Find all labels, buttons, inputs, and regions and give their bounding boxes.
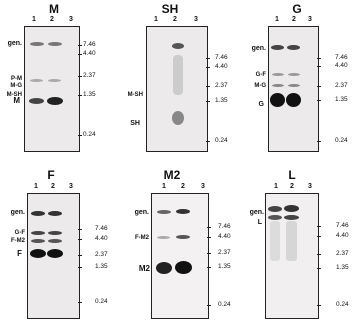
band-label-m2: M2 (138, 264, 150, 273)
band-sh-top-lane2 (172, 43, 184, 49)
marker-1.35: 1.35 (335, 96, 348, 103)
marker-0.24: 0.24 (83, 131, 96, 138)
marker-tick-4.40 (317, 66, 321, 67)
marker-7.46: 7.46 (335, 54, 348, 61)
band-m-lane2 (47, 97, 63, 105)
band-label-f-m2: F-M2 (135, 235, 149, 241)
band-smear-lane1 (270, 221, 280, 261)
band-label-m-sh: M-SH (6, 92, 22, 98)
lane-3-number: 3 (69, 16, 73, 23)
band-gen-lane2 (287, 45, 300, 50)
band-gen-lane1 (271, 45, 284, 50)
lane-2-number: 2 (292, 16, 296, 23)
marker-tick-1.35 (207, 267, 211, 268)
band-label-g: G (258, 101, 264, 108)
band-label-m-g: M-G (10, 83, 22, 89)
marker-7.46: 7.46 (336, 222, 349, 229)
lane-2-number: 2 (50, 16, 54, 23)
band-m2-lane2 (175, 261, 192, 274)
band-mg-lane1 (272, 84, 284, 87)
band-gf-lane1 (272, 73, 284, 76)
band-pm-lane2 (48, 79, 61, 82)
band-label-gen: gen. (7, 40, 22, 47)
marker-7.46: 7.46 (215, 54, 228, 61)
marker-tick-4.40 (206, 67, 210, 68)
marker-0.24: 0.24 (215, 137, 228, 144)
band-label-gen: gen. (251, 45, 266, 52)
marker-tick-4.40 (317, 236, 321, 237)
marker-0.24: 0.24 (218, 301, 231, 308)
band-l-lane1 (268, 215, 282, 220)
marker-tick-2.37 (78, 255, 82, 256)
band-fm2-lane1 (31, 239, 45, 243)
lane-2-number: 2 (51, 183, 55, 190)
marker-2.37: 2.37 (83, 72, 96, 79)
band-label-gen: gen. (10, 209, 25, 216)
blot-G (268, 26, 319, 152)
marker-1.35: 1.35 (218, 263, 231, 270)
panel-title-SH: SH (161, 2, 179, 16)
band-label-sh: SH (130, 120, 140, 127)
marker-tick-0.24 (207, 305, 211, 306)
band-sh-smear-lane2 (173, 55, 183, 95)
band-label-m-g: M-G (254, 83, 266, 89)
marker-tick-0.24 (317, 141, 321, 142)
lane-1-number: 1 (32, 16, 36, 23)
band-l-lane2 (284, 215, 299, 220)
marker-0.24: 0.24 (336, 301, 349, 308)
marker-tick-0.24 (78, 135, 82, 136)
marker-tick-7.46 (207, 227, 211, 228)
band-gen-lane2 (48, 42, 62, 46)
marker-tick-0.24 (78, 302, 82, 303)
band-gen-lane2 (284, 205, 299, 212)
marker-2.37: 2.37 (335, 82, 348, 89)
lane-1-number: 1 (275, 16, 279, 23)
marker-tick-7.46 (317, 226, 321, 227)
lane-3-number: 3 (69, 183, 73, 190)
marker-tick-1.35 (78, 95, 82, 96)
lane-3-number: 3 (194, 16, 198, 23)
marker-7.46: 7.46 (83, 41, 96, 48)
marker-tick-7.46 (206, 58, 210, 59)
marker-7.46: 7.46 (95, 225, 108, 232)
marker-tick-0.24 (206, 141, 210, 142)
band-gen-lane1 (157, 210, 171, 214)
marker-tick-2.37 (317, 254, 321, 255)
lane-2-number: 2 (290, 183, 294, 190)
band-gen-lane1 (268, 206, 282, 212)
blot-M (24, 26, 80, 152)
panel-title-F: F (47, 168, 55, 182)
band-sh-lane2 (172, 111, 184, 125)
marker-tick-2.37 (317, 86, 321, 87)
marker-4.40: 4.40 (335, 62, 348, 69)
lane-2-number: 2 (173, 16, 177, 23)
band-gf-lane1 (31, 231, 45, 235)
band-g-lane1 (270, 93, 285, 107)
band-m-lane1 (29, 98, 44, 104)
band-fm2-lane2 (48, 239, 62, 243)
band-label-m-sh: M-SH (127, 92, 143, 98)
lane-2-number: 2 (181, 183, 185, 190)
marker-4.40: 4.40 (215, 63, 228, 70)
marker-tick-1.35 (317, 268, 321, 269)
marker-tick-4.40 (78, 239, 82, 240)
band-gen-lane2 (48, 211, 62, 216)
lane-1-number: 1 (154, 16, 158, 23)
marker-4.40: 4.40 (336, 232, 349, 239)
marker-tick-7.46 (78, 45, 82, 46)
band-label-f: F (17, 249, 22, 258)
band-f-lane1 (30, 249, 46, 258)
blot-SH (146, 26, 208, 152)
lane-1-number: 1 (162, 183, 166, 190)
band-label-f-m2: F-M2 (11, 238, 25, 244)
band-label-l: L (257, 219, 262, 226)
marker-tick-2.37 (206, 86, 210, 87)
panel-title-M: M (49, 2, 59, 16)
blot-L (265, 193, 319, 319)
lane-3-number: 3 (308, 16, 312, 23)
lane-3-number: 3 (201, 183, 205, 190)
marker-2.37: 2.37 (95, 251, 108, 258)
band-fm2-lane1 (157, 236, 170, 239)
marker-tick-7.46 (78, 229, 82, 230)
band-f-lane2 (47, 249, 63, 258)
band-label-gen: gen. (134, 209, 149, 216)
blot-M2 (151, 193, 209, 319)
band-pm-lane1 (30, 79, 43, 82)
band-m2-lane1 (156, 262, 172, 274)
marker-tick-1.35 (317, 100, 321, 101)
panel-title-L: L (288, 168, 296, 182)
band-label-m: M (13, 96, 20, 105)
marker-tick-7.46 (317, 58, 321, 59)
marker-tick-4.40 (207, 237, 211, 238)
marker-tick-1.35 (206, 101, 210, 102)
band-gen-lane1 (30, 42, 44, 46)
band-gf-lane2 (48, 231, 62, 235)
marker-4.40: 4.40 (95, 235, 108, 242)
band-gf-lane2 (288, 73, 300, 76)
blot-F (27, 193, 80, 319)
panel-title-G: G (292, 2, 302, 16)
band-label-gen: gen. (249, 209, 264, 216)
marker-1.35: 1.35 (215, 97, 228, 104)
marker-2.37: 2.37 (336, 250, 349, 257)
marker-tick-1.35 (78, 267, 82, 268)
marker-4.40: 4.40 (83, 50, 96, 57)
marker-7.46: 7.46 (218, 223, 231, 230)
lane-1-number: 1 (34, 183, 38, 190)
marker-0.24: 0.24 (95, 298, 108, 305)
band-smear-lane2 (286, 221, 297, 261)
marker-0.24: 0.24 (335, 137, 348, 144)
marker-tick-2.37 (207, 253, 211, 254)
marker-tick-2.37 (78, 76, 82, 77)
band-mg-lane2 (288, 84, 300, 87)
band-g-lane2 (286, 93, 301, 107)
band-label-p-m: P-M (11, 76, 22, 82)
panel-title-M2: M2 (163, 168, 181, 182)
marker-2.37: 2.37 (218, 249, 231, 256)
marker-1.35: 1.35 (95, 263, 108, 270)
band-label-g-f: G-F (14, 230, 25, 236)
marker-1.35: 1.35 (336, 264, 349, 271)
band-label-g-f: G-F (255, 72, 266, 78)
marker-tick-0.24 (317, 305, 321, 306)
marker-1.35: 1.35 (83, 91, 96, 98)
marker-4.40: 4.40 (218, 233, 231, 240)
lane-1-number: 1 (274, 183, 278, 190)
marker-2.37: 2.37 (215, 82, 228, 89)
lane-3-number: 3 (308, 183, 312, 190)
marker-tick-4.40 (78, 54, 82, 55)
band-gen-lane1 (31, 211, 45, 216)
band-fm2-lane2 (176, 235, 190, 239)
band-gen-lane2 (176, 209, 190, 214)
